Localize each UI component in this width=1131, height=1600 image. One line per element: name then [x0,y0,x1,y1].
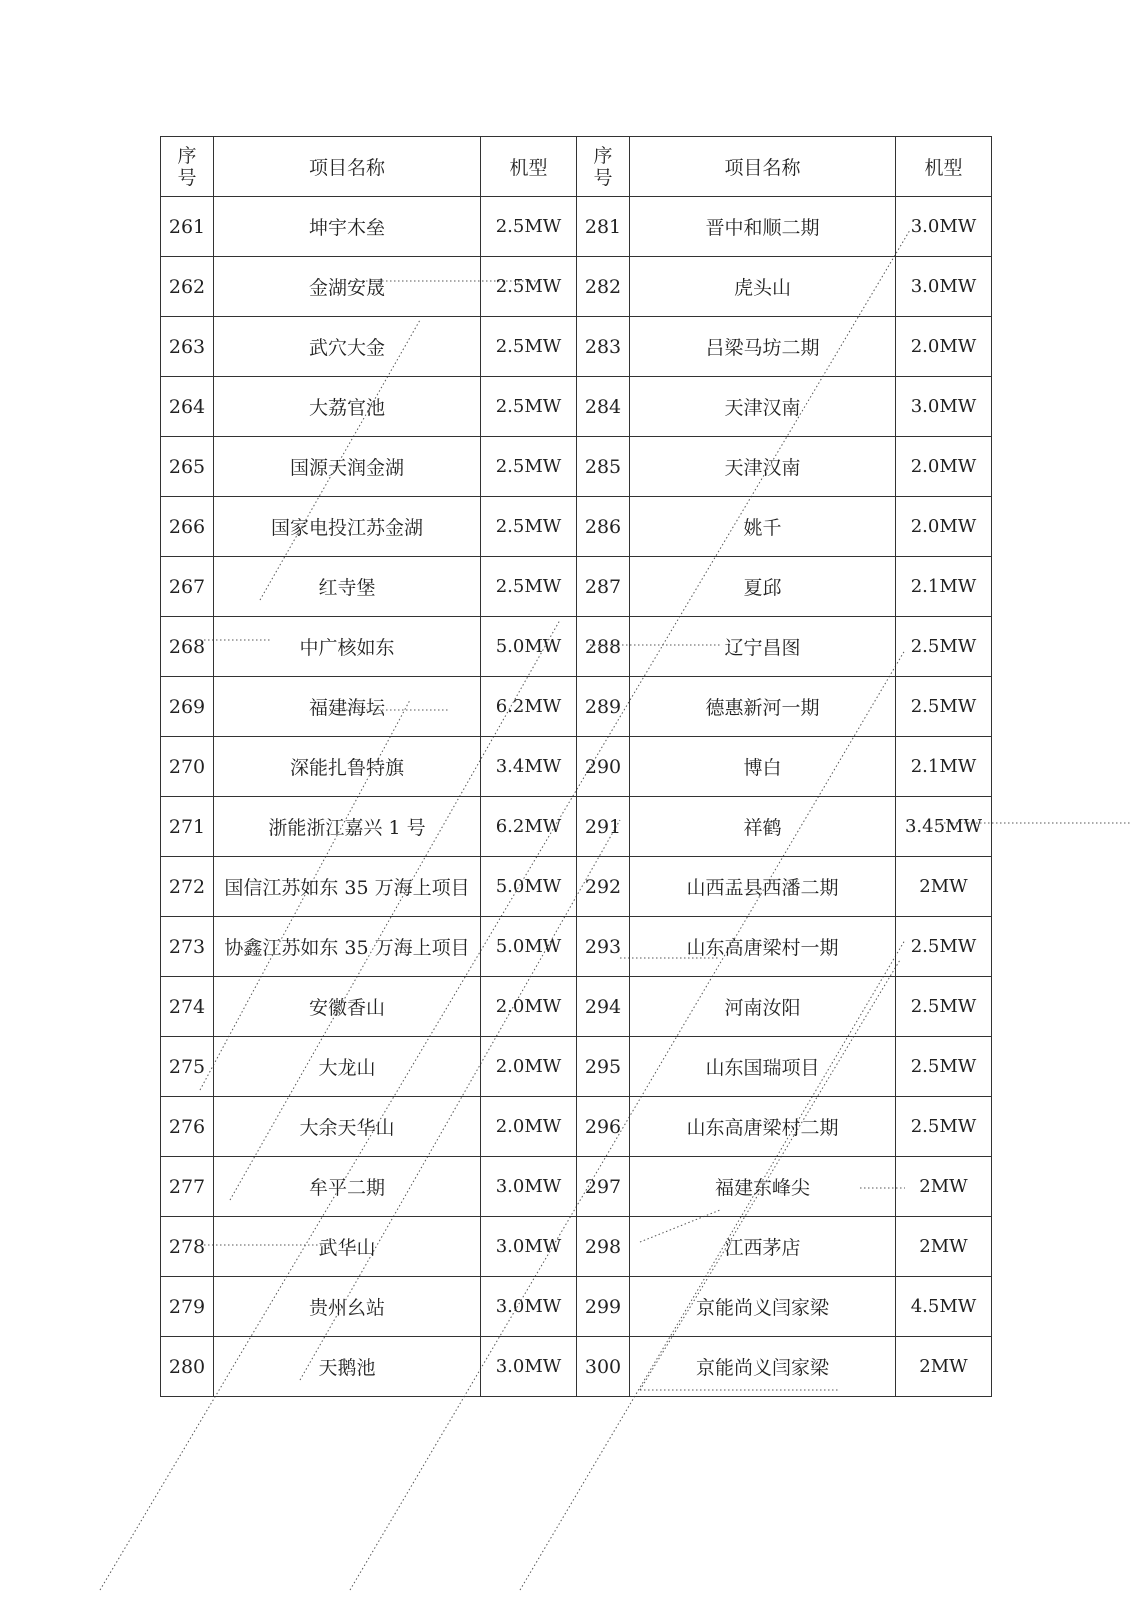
cell-num-left: 262 [161,257,214,317]
cell-num-left: 269 [161,677,214,737]
cell-name-left: 天鹅池 [214,1337,481,1397]
cell-name-right: 山东国瑞项目 [630,1037,896,1097]
table-row [161,377,992,437]
cell-model-right: 2MW [896,1217,992,1277]
cell-name-left: 大龙山 [214,1037,481,1097]
cell-name-right: 德惠新河一期 [630,677,896,737]
cell-model-right: 2.5MW [896,977,992,1037]
cell-model-left: 5.0MW [481,857,577,917]
cell-model-left: 3.0MW [481,1337,577,1397]
cell-model-left: 2.5MW [481,377,577,437]
cell-num-right: 288 [577,617,630,677]
table-row [161,317,992,377]
cell-num-right: 285 [577,437,630,497]
cell-model-right: 2.0MW [896,437,992,497]
cell-model-left: 5.0MW [481,917,577,977]
cell-name-right: 辽宁昌图 [630,617,896,677]
cell-num-right: 300 [577,1337,630,1397]
cell-name-left: 贵州幺站 [214,1277,481,1337]
cell-num-left: 276 [161,1097,214,1157]
cell-name-right: 夏邱 [630,557,896,617]
project-table [160,136,992,1397]
cell-name-left: 中广核如东 [214,617,481,677]
cell-num-left: 264 [161,377,214,437]
cell-name-right: 山东高唐梁村二期 [630,1097,896,1157]
cell-model-left: 2.5MW [481,557,577,617]
cell-model-right: 3.0MW [896,257,992,317]
header-num-right: 序 号 [577,137,630,197]
cell-model-left: 6.2MW [481,677,577,737]
cell-num-left: 272 [161,857,214,917]
cell-model-left: 3.4MW [481,737,577,797]
table-row [161,797,992,857]
table-row [161,437,992,497]
cell-num-right: 293 [577,917,630,977]
cell-model-left: 2.0MW [481,1037,577,1097]
cell-model-right: 2.5MW [896,617,992,677]
table-row [161,737,992,797]
cell-name-right: 吕梁马坊二期 [630,317,896,377]
cell-model-right: 3.0MW [896,377,992,437]
cell-num-left: 277 [161,1157,214,1217]
cell-name-left: 牟平二期 [214,1157,481,1217]
cell-name-left: 浙能浙江嘉兴 1 号 [214,797,481,857]
header-row [161,137,992,197]
table-row [161,617,992,677]
table-row [161,857,992,917]
cell-name-right: 天津汉南 [630,377,896,437]
table-row [161,1157,992,1217]
table-row [161,1337,992,1397]
cell-name-left: 坤宇木垒 [214,197,481,257]
cell-name-right: 天津汉南 [630,437,896,497]
cell-model-left: 2.5MW [481,437,577,497]
cell-num-right: 297 [577,1157,630,1217]
cell-name-right: 晋中和顺二期 [630,197,896,257]
cell-num-right: 299 [577,1277,630,1337]
cell-model-right: 2MW [896,857,992,917]
cell-model-right: 2.1MW [896,737,992,797]
cell-model-left: 3.0MW [481,1217,577,1277]
cell-name-right: 福建东峰尖 [630,1157,896,1217]
header-num-left: 序 号 [161,137,214,197]
cell-name-right: 虎头山 [630,257,896,317]
cell-num-right: 298 [577,1217,630,1277]
cell-name-left: 大荔官池 [214,377,481,437]
cell-num-right: 287 [577,557,630,617]
table-row [161,257,992,317]
header-name-right: 项目名称 [630,137,896,197]
cell-num-left: 273 [161,917,214,977]
cell-name-left: 深能扎鲁特旗 [214,737,481,797]
table-row [161,977,992,1037]
cell-name-right: 京能尚义闫家梁 [630,1277,896,1337]
cell-model-right: 3.45MW [896,797,992,857]
cell-num-left: 274 [161,977,214,1037]
cell-model-right: 2.5MW [896,1037,992,1097]
table-row [161,1037,992,1097]
cell-model-right: 2.0MW [896,497,992,557]
cell-num-left: 261 [161,197,214,257]
cell-num-right: 290 [577,737,630,797]
cell-name-left: 国信江苏如东 35 万海上项目 [214,857,481,917]
cell-model-right: 2.1MW [896,557,992,617]
cell-name-right: 江西茅店 [630,1217,896,1277]
cell-model-left: 2.5MW [481,317,577,377]
cell-model-right: 2.5MW [896,677,992,737]
cell-name-left: 武华山 [214,1217,481,1277]
cell-model-left: 2.5MW [481,497,577,557]
cell-name-right: 山东高唐梁村一期 [630,917,896,977]
table-row [161,1277,992,1337]
cell-model-left: 5.0MW [481,617,577,677]
header-name-left: 项目名称 [214,137,481,197]
cell-name-left: 大余天华山 [214,1097,481,1157]
cell-num-right: 286 [577,497,630,557]
cell-num-right: 291 [577,797,630,857]
cell-name-left: 国源天润金湖 [214,437,481,497]
cell-model-left: 6.2MW [481,797,577,857]
cell-model-left: 2.5MW [481,197,577,257]
cell-model-left: 2.0MW [481,977,577,1037]
header-model-left: 机型 [481,137,577,197]
cell-model-right: 2.0MW [896,317,992,377]
table-row [161,197,992,257]
cell-model-left: 3.0MW [481,1157,577,1217]
cell-num-right: 282 [577,257,630,317]
cell-model-right: 4.5MW [896,1277,992,1337]
table-row [161,677,992,737]
cell-name-left: 武穴大金 [214,317,481,377]
cell-num-right: 296 [577,1097,630,1157]
cell-num-right: 289 [577,677,630,737]
cell-num-right: 295 [577,1037,630,1097]
cell-num-left: 278 [161,1217,214,1277]
cell-model-right: 2.5MW [896,1097,992,1157]
cell-num-left: 279 [161,1277,214,1337]
cell-model-right: 2.5MW [896,917,992,977]
cell-num-right: 283 [577,317,630,377]
cell-num-left: 266 [161,497,214,557]
cell-model-left: 2.5MW [481,257,577,317]
table-row [161,1217,992,1277]
cell-name-left: 红寺堡 [214,557,481,617]
cell-name-right: 姚千 [630,497,896,557]
cell-name-left: 国家电投江苏金湖 [214,497,481,557]
cell-model-right: 3.0MW [896,197,992,257]
cell-model-left: 3.0MW [481,1277,577,1337]
table-row [161,917,992,977]
cell-num-left: 268 [161,617,214,677]
cell-name-right: 河南汝阳 [630,977,896,1037]
cell-name-left: 福建海坛 [214,677,481,737]
cell-num-right: 281 [577,197,630,257]
cell-num-left: 275 [161,1037,214,1097]
cell-model-left: 2.0MW [481,1097,577,1157]
cell-name-left: 协鑫江苏如东 35 万海上项目 [214,917,481,977]
cell-model-right: 2MW [896,1157,992,1217]
cell-num-left: 263 [161,317,214,377]
cell-name-right: 山西盂县西潘二期 [630,857,896,917]
cell-model-right: 2MW [896,1337,992,1397]
cell-num-right: 292 [577,857,630,917]
table-row [161,497,992,557]
cell-num-right: 294 [577,977,630,1037]
table-row [161,1097,992,1157]
cell-name-right: 京能尚义闫家梁 [630,1337,896,1397]
cell-name-right: 祥鹤 [630,797,896,857]
header-model-right: 机型 [896,137,992,197]
cell-num-left: 267 [161,557,214,617]
cell-name-left: 安徽香山 [214,977,481,1037]
cell-name-left: 金湖安晟 [214,257,481,317]
cell-name-right: 博白 [630,737,896,797]
cell-num-left: 265 [161,437,214,497]
table-row [161,557,992,617]
cell-num-right: 284 [577,377,630,437]
cell-num-left: 270 [161,737,214,797]
cell-num-left: 271 [161,797,214,857]
cell-num-left: 280 [161,1337,214,1397]
